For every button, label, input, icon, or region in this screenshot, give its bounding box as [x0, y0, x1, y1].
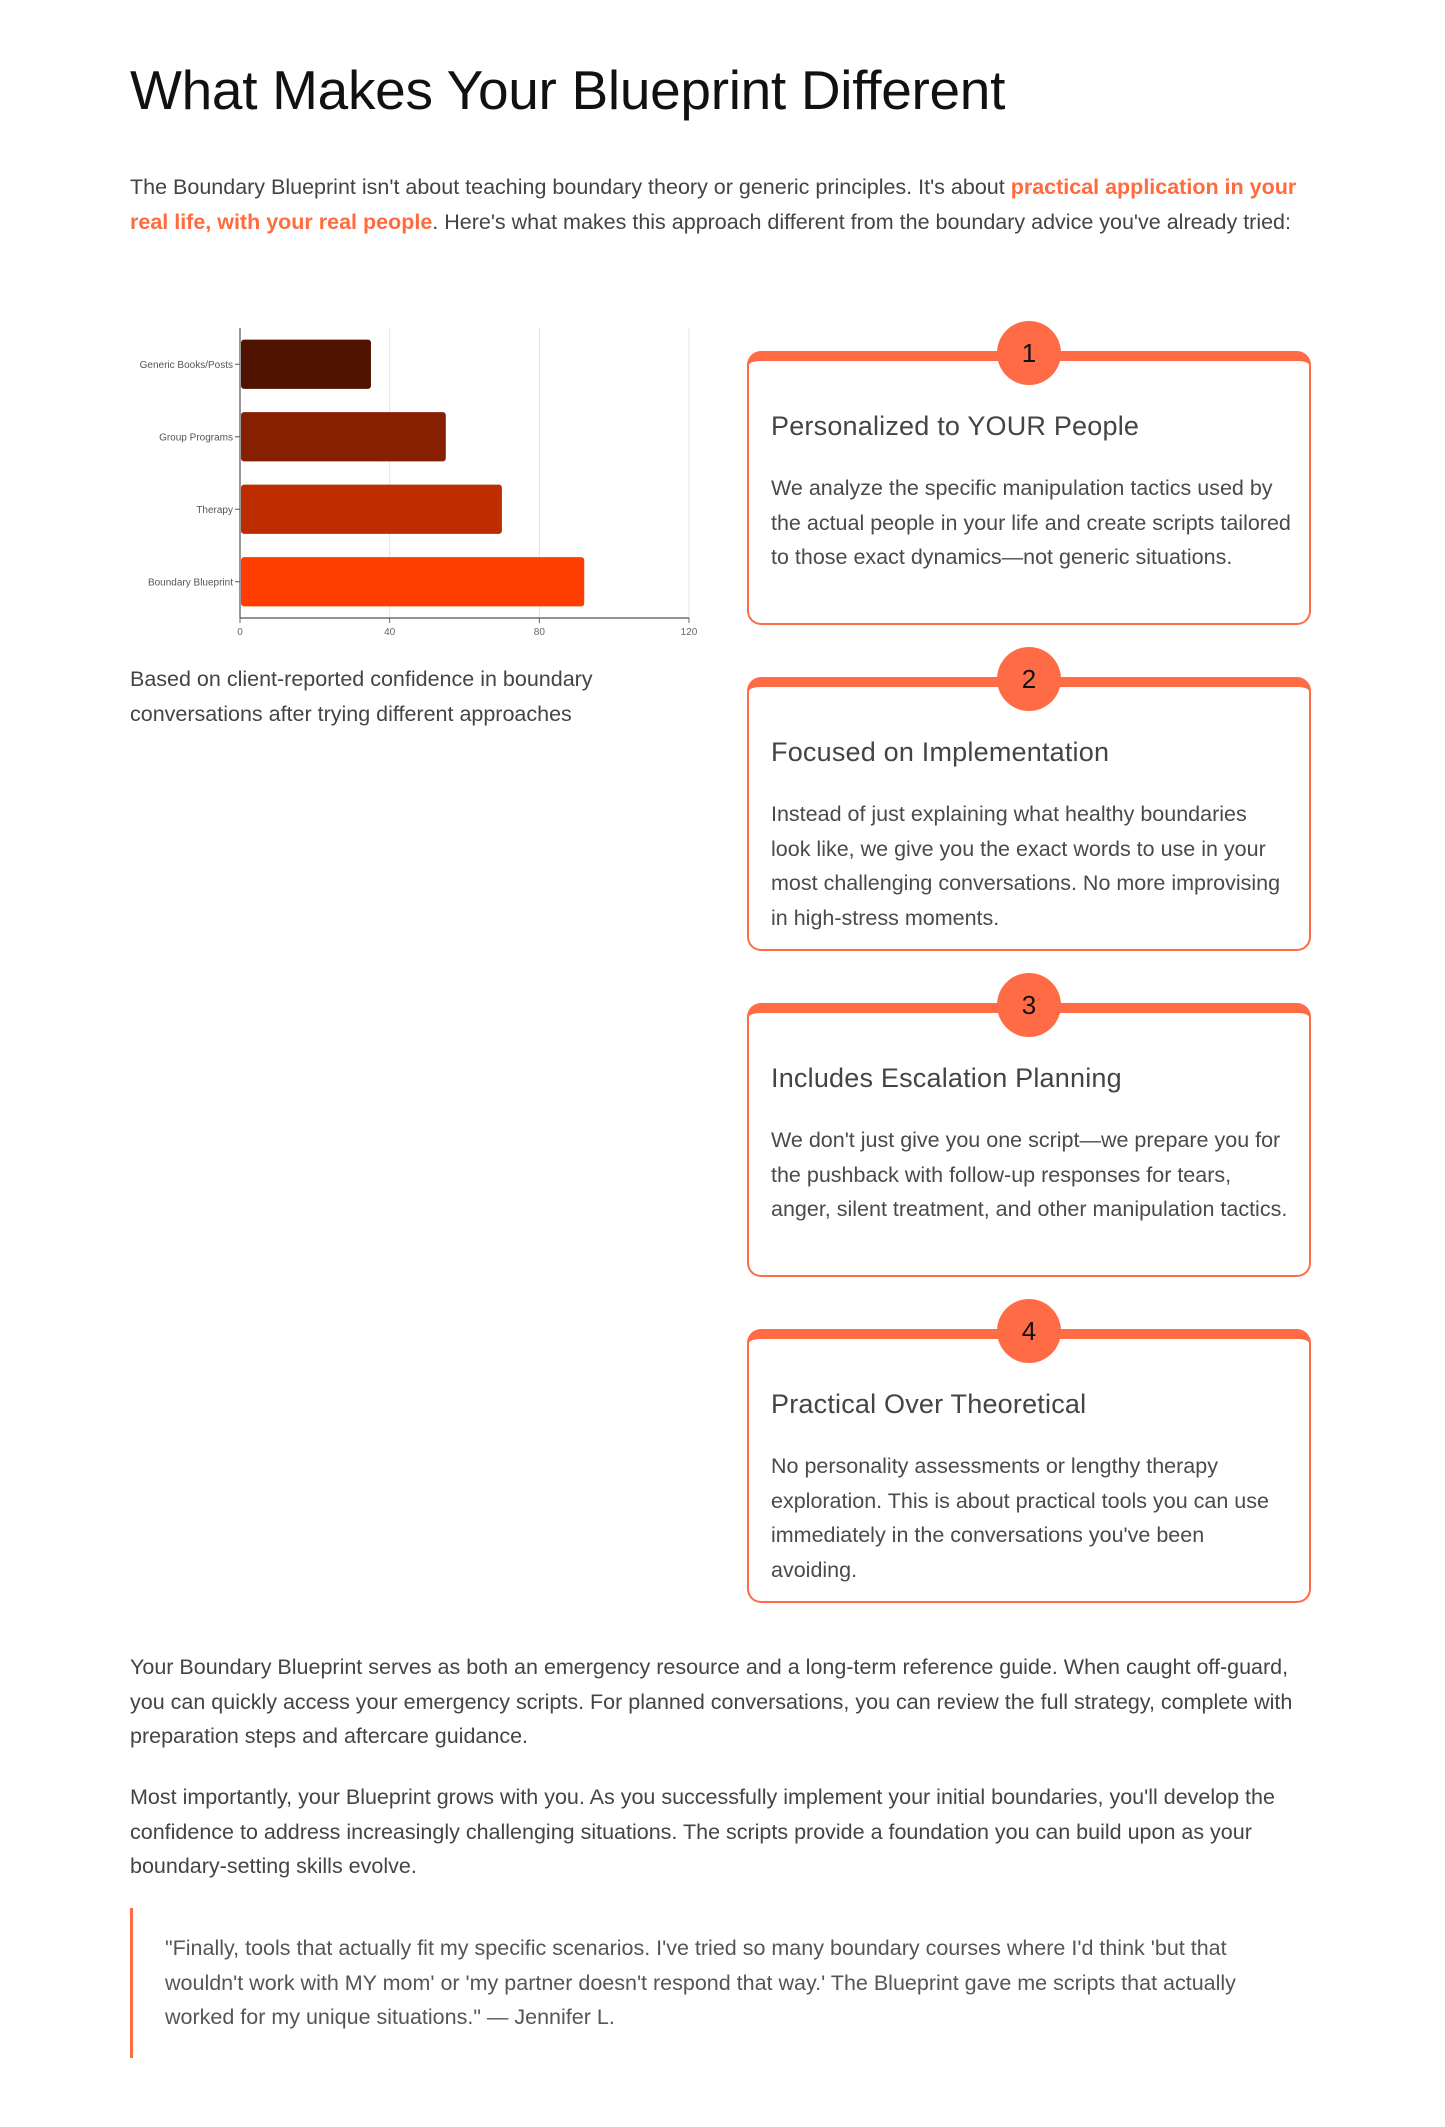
card-title: Focused on Implementation [771, 737, 1110, 767]
chart-category-label: Boundary Blueprint [147, 577, 233, 589]
chart-category-label: Therapy [196, 504, 233, 516]
intro-text-start: The Boundary Blueprint isn't about teaching boundary theory or generic principles. It's about [130, 175, 1011, 199]
chart-category-label: Generic Books/Posts [139, 359, 233, 371]
card-title: Includes Escalation Planning [771, 1063, 1122, 1093]
chart-bar [241, 412, 446, 461]
chart-bar [241, 485, 502, 534]
body-paragraph-growth: Most importantly, your Blueprint grows with you. As you successfully implement your initial boundaries, you'll develop the confidence to address increasingly challenging situations. The scripts provide a foundation you can build upon as your boundary-setting skills evolve. [130, 1785, 1275, 1878]
comparison-bar-chart [120, 318, 720, 648]
card-body: We analyze the specific manipulation tactics used by the actual people in your life and create scripts tailored to those exact dynamics—not generic situations. [771, 476, 1291, 569]
card-body: We don't just give you one script—we prepare you for the pushback with follow-up responses for tears, anger, silent treatment, and other manipulation tactics. [771, 1128, 1288, 1221]
card-title: Personalized to YOUR People [771, 411, 1140, 441]
feature-card-escalation [747, 990, 1311, 1277]
chart-x-tick-label: 120 [680, 627, 698, 638]
card-body: Instead of just explaining what healthy boundaries look like, we give you the exact words to use in your most challenging conversations. No more improvising in high-stress moments. [771, 802, 1281, 930]
chart-x-tick-label: 80 [533, 627, 545, 638]
card-body: No personality assessments or lengthy therapy exploration. This is about practical tools you can use immediately in the conversations you've been avoiding. [771, 1454, 1269, 1582]
chart-category-label: Group Programs [159, 432, 233, 444]
chart-x-tick-label: 40 [384, 627, 396, 638]
chart-svg [120, 318, 720, 648]
intro-text-end: . Here's what makes this approach different from the boundary advice you've already tried: [432, 209, 1291, 234]
feature-card-personalized [747, 338, 1311, 625]
feature-card-implementation [747, 664, 1311, 951]
intro-paragraph [130, 170, 1310, 239]
page-title: What Makes Your Blueprint Different [130, 59, 1006, 121]
testimonial-quote [130, 1908, 1310, 2058]
body-paragraph-resource: Your Boundary Blueprint serves as both an emergency resource and a long-term reference guide. When caught off-guard, you can quickly access your emergency scripts. For planned conversations, you can review the full strategy, complete with preparation steps and aftercare guidance. [130, 1655, 1293, 1748]
chart-bar [241, 340, 371, 389]
card-number-badge: 4 [997, 1299, 1061, 1363]
card-title: Practical Over Theoretical [771, 1389, 1087, 1419]
chart-bar [241, 557, 584, 606]
chart-x-tick-label: 0 [237, 627, 243, 638]
feature-card-practical [747, 1316, 1311, 1603]
testimonial-text: "Finally, tools that actually fit my specific scenarios. I've tried so many boundary courses where I'd think 'but that wouldn't work with MY mom' or 'my partner doesn't respond that way.' The Blueprint gave me scripts that actually worked for my unique situations." — Jennifer L. [165, 1936, 1236, 2029]
chart-caption: Based on client-reported confidence in boundary conversations after trying different approaches [130, 667, 593, 726]
card-number-badge: 3 [997, 973, 1061, 1037]
intro-highlight: practical application in your real life, with your real people [130, 175, 1297, 234]
card-number-badge: 1 [997, 321, 1061, 385]
card-number-badge: 2 [997, 647, 1061, 711]
